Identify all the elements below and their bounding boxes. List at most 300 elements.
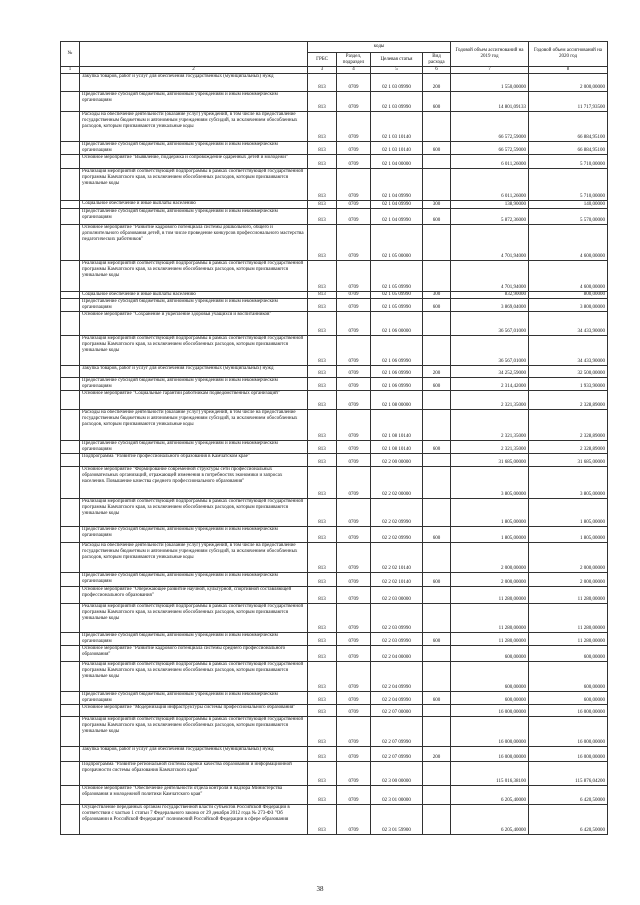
- row-number-cell: [61, 705, 80, 717]
- table-row: [61, 747, 608, 762]
- amount-2019-cell: 34 252,59000: [451, 366, 529, 378]
- target-article-cell: 02 1 04 00000: [371, 155, 423, 169]
- row-number-cell: [61, 527, 80, 543]
- expense-type-cell: [423, 169, 451, 201]
- amount-2020-cell: 2 328,89000: [529, 410, 608, 441]
- expense-type-cell: [423, 454, 451, 467]
- target-article-cell: 02 1 08 10140: [371, 441, 423, 454]
- table-row: [61, 543, 608, 573]
- amount-2020-cell: 140,00000: [529, 201, 608, 209]
- amount-2019-cell: 600,00000: [451, 646, 529, 662]
- amount-2019-cell: 36 567,01000: [451, 336, 529, 366]
- row-number-cell: [61, 169, 80, 201]
- column-number: 4: [337, 67, 371, 74]
- amount-2019-cell: 2 321,35000: [451, 391, 529, 410]
- description-cell: Реализация мероприятий соответствующей подпрограммы в рамках соответствующей государственной программы Камчатского края, за исключением обособленных расходов, которым присваиваются уникальные коды: [80, 662, 308, 692]
- grbs-cell: 813: [308, 454, 337, 467]
- row-number-cell: [61, 786, 80, 805]
- table-row: [61, 169, 608, 201]
- grbs-cell: 813: [308, 92, 337, 112]
- grbs-cell: 813: [308, 74, 337, 92]
- razdel-cell: 0709: [337, 142, 371, 155]
- expense-type-cell: [423, 705, 451, 717]
- expense-type-cell: [423, 112, 451, 142]
- amount-2020-cell: 32 500,00000: [529, 366, 608, 378]
- amount-2020-cell: 2 000,00000: [529, 543, 608, 573]
- row-number-cell: [61, 762, 80, 786]
- target-article-cell: 02 1 05 09990: [371, 292, 423, 299]
- description-cell: Предоставление субсидий бюджетным, автономным учреждениям и иным некоммерческим организациям: [80, 142, 308, 155]
- razdel-cell: 0709: [337, 527, 371, 543]
- table-row: [61, 378, 608, 391]
- amount-2020-cell: 11 280,00000: [529, 604, 608, 633]
- grbs-cell: 813: [308, 467, 337, 499]
- amount-2020-cell: 2 328,89000: [529, 441, 608, 454]
- table-row: [61, 805, 608, 835]
- grbs-cell: 813: [308, 705, 337, 717]
- amount-2019-cell: 2 000,00000: [451, 543, 529, 573]
- amount-2019-cell: 138,90000: [451, 201, 529, 209]
- amount-2020-cell: 4 600,00000: [529, 261, 608, 292]
- column-number: 2: [80, 67, 308, 74]
- grbs-cell: 813: [308, 378, 337, 391]
- grbs-cell: 813: [308, 292, 337, 299]
- amount-2019-cell: 11 280,00000: [451, 587, 529, 604]
- grbs-cell: 813: [308, 410, 337, 441]
- column-number: 8: [529, 67, 608, 74]
- amount-2019-cell: 2 314,42000: [451, 378, 529, 391]
- target-article-cell: 02 1 04 09990: [371, 209, 423, 225]
- grbs-cell: 813: [308, 299, 337, 312]
- grbs-cell: 813: [308, 261, 337, 292]
- row-number-cell: [61, 587, 80, 604]
- expense-type-cell: [423, 312, 451, 336]
- description-cell: Основное мероприятие "Выявление, поддержка и сопровождение одаренных детей и молодежи": [80, 155, 308, 169]
- table-row: [61, 74, 608, 92]
- target-article-cell: 02 2 02 09990: [371, 527, 423, 543]
- target-article-cell: 02 3 00 00000: [371, 762, 423, 786]
- grbs-cell: 813: [308, 366, 337, 378]
- column-number: 3: [308, 67, 337, 74]
- description-cell: Основное мероприятие "Формирование современной структуры сети профессиональных образовательных организаций, отражающей изменения в потребностях экономики и запросах населения. Повышение качества среднего профессионального образования": [80, 467, 308, 499]
- amount-2020-cell: 1 933,90000: [529, 378, 608, 391]
- amount-2020-cell: 66 884,95100: [529, 112, 608, 142]
- target-article-cell: 02 2 07 09990: [371, 747, 423, 762]
- razdel-cell: 0709: [337, 543, 371, 573]
- target-article-cell: 02 1 05 09990: [371, 261, 423, 292]
- description-cell: Закупка товаров, работ и услуг для обеспечения государственных (муниципальных) нужд: [80, 747, 308, 762]
- amount-2020-cell: 16 000,00000: [529, 717, 608, 747]
- description-cell: Предоставление субсидий бюджетным, автономным учреждениям и иным некоммерческим организациям: [80, 378, 308, 391]
- razdel-cell: 0709: [337, 786, 371, 805]
- razdel-cell: 0709: [337, 692, 371, 705]
- header-razdel: Раздел, подраздел: [337, 53, 371, 67]
- amount-2020-cell: 2 000,00000: [529, 573, 608, 587]
- amount-2020-cell: 5 710,00000: [529, 155, 608, 169]
- row-number-cell: [61, 499, 80, 527]
- grbs-cell: 813: [308, 391, 337, 410]
- target-article-cell: 02 1 05 00000: [371, 225, 423, 261]
- target-article-cell: 02 2 07 00000: [371, 705, 423, 717]
- grbs-cell: 813: [308, 786, 337, 805]
- expense-type-cell: [423, 717, 451, 747]
- table-row: [61, 527, 608, 543]
- description-cell: Основное мероприятие "Обеспечение деятельности отдела контроля и надзора Министерства образования и молодежной политики Камчатского края": [80, 786, 308, 805]
- grbs-cell: 813: [308, 142, 337, 155]
- grbs-cell: 813: [308, 169, 337, 201]
- table-row: [61, 92, 608, 112]
- expense-type-cell: [423, 646, 451, 662]
- expense-type-cell: 600: [423, 441, 451, 454]
- table-row: [61, 312, 608, 336]
- table-row: [61, 662, 608, 692]
- amount-2019-cell: 6 205,40000: [451, 786, 529, 805]
- amount-2019-cell: 6 011,26000: [451, 169, 529, 201]
- razdel-cell: 0709: [337, 366, 371, 378]
- amount-2019-cell: 3 805,00000: [451, 467, 529, 499]
- amount-2019-cell: 1 805,00000: [451, 499, 529, 527]
- grbs-cell: 813: [308, 336, 337, 366]
- amount-2020-cell: 600,00000: [529, 692, 608, 705]
- amount-2020-cell: 1 805,00000: [529, 527, 608, 543]
- razdel-cell: 0709: [337, 762, 371, 786]
- amount-2019-cell: 6 205,40000: [451, 805, 529, 835]
- amount-2019-cell: 14 801,09133: [451, 92, 529, 112]
- row-number-cell: [61, 604, 80, 633]
- target-article-cell: 02 1 08 10140: [371, 410, 423, 441]
- amount-2020-cell: 600,00000: [529, 646, 608, 662]
- row-number-cell: [61, 366, 80, 378]
- expense-type-cell: 600: [423, 92, 451, 112]
- description-cell: Реализация мероприятий соответствующей подпрограммы в рамках соответствующей государственной программы Камчатского края, за исключением обособленных расходов, которым присваиваются уникальные коды: [80, 169, 308, 201]
- table-row: [61, 705, 608, 717]
- amount-2019-cell: 600,00000: [451, 662, 529, 692]
- razdel-cell: 0709: [337, 312, 371, 336]
- header-codes: коды: [308, 42, 451, 53]
- amount-2020-cell: 600,00000: [529, 662, 608, 692]
- amount-2019-cell: 6 011,26000: [451, 155, 529, 169]
- description-cell: Реализация мероприятий соответствующей подпрограммы в рамках соответствующей государственной программы Камчатского края, за исключением обособленных расходов, которым присваиваются уникальные коды: [80, 499, 308, 527]
- expense-type-cell: 600: [423, 527, 451, 543]
- amount-2019-cell: 5 872,36000: [451, 209, 529, 225]
- row-number-cell: [61, 441, 80, 454]
- grbs-cell: 813: [308, 717, 337, 747]
- amount-2019-cell: 16 000,00000: [451, 705, 529, 717]
- amount-2019-cell: 1 805,00000: [451, 527, 529, 543]
- grbs-cell: 813: [308, 762, 337, 786]
- expense-type-cell: [423, 604, 451, 633]
- table-row: [61, 454, 608, 467]
- target-article-cell: 02 1 06 00000: [371, 312, 423, 336]
- amount-2020-cell: 16 000,00000: [529, 747, 608, 762]
- amount-2019-cell: 832,90000: [451, 292, 529, 299]
- row-number-cell: [61, 112, 80, 142]
- table-row: [61, 112, 608, 142]
- razdel-cell: 0709: [337, 169, 371, 201]
- expense-type-cell: 300: [423, 201, 451, 209]
- column-number: 6: [423, 67, 451, 74]
- description-cell: Основное мероприятие "Развитие кадрового потенциала системы среднего профессионального образования": [80, 646, 308, 662]
- grbs-cell: 813: [308, 573, 337, 587]
- target-article-cell: 02 2 02 00000: [371, 467, 423, 499]
- razdel-cell: 0709: [337, 336, 371, 366]
- header-volume-2020: Годовой объем ассигнований на 2020 год: [529, 42, 608, 67]
- expense-type-cell: [423, 410, 451, 441]
- expense-type-cell: 600: [423, 692, 451, 705]
- amount-2019-cell: 115 016,38100: [451, 762, 529, 786]
- razdel-cell: 0709: [337, 662, 371, 692]
- target-article-cell: 02 1 04 09990: [371, 169, 423, 201]
- description-cell: Расходы на обеспечение деятельности (оказание услуг) учреждений, в том числе на предоставление государственным бюджетным и автономным учреждениям субсидий, за исключением обособленных расходов, которым присваиваются уникальные коды: [80, 543, 308, 573]
- grbs-cell: 813: [308, 633, 337, 646]
- amount-2020-cell: 11 717,93500: [529, 92, 608, 112]
- description-cell: Предоставление субсидий бюджетным, автономным учреждениям и иным некоммерческим организациям: [80, 573, 308, 587]
- amount-2020-cell: 11 280,00000: [529, 633, 608, 646]
- table-row: [61, 366, 608, 378]
- target-article-cell: 02 2 04 09990: [371, 662, 423, 692]
- description-cell: Подпрограмма "Развитие профессионального образования в Камчатском крае": [80, 454, 308, 467]
- table-row: [61, 573, 608, 587]
- expense-type-cell: 300: [423, 292, 451, 299]
- amount-2020-cell: 5 570,00000: [529, 209, 608, 225]
- description-cell: Основное мероприятие "Модернизация инфраструктуры системы профессионального образования": [80, 705, 308, 717]
- table-row: [61, 633, 608, 646]
- grbs-cell: 813: [308, 646, 337, 662]
- grbs-cell: 813: [308, 662, 337, 692]
- razdel-cell: 0709: [337, 225, 371, 261]
- header-vid: Вид расхода: [423, 53, 451, 67]
- target-article-cell: 02 1 03 10140: [371, 112, 423, 142]
- razdel-cell: 0709: [337, 92, 371, 112]
- row-number-cell: [61, 747, 80, 762]
- amount-2020-cell: 11 280,00000: [529, 587, 608, 604]
- table-row: [61, 155, 608, 169]
- row-number-cell: [61, 142, 80, 155]
- table-row: [61, 209, 608, 225]
- row-number-cell: [61, 225, 80, 261]
- row-number-cell: [61, 261, 80, 292]
- expense-type-cell: [423, 762, 451, 786]
- target-article-cell: 02 1 03 09990: [371, 74, 423, 92]
- description-cell: Основное мероприятие "Социальные гарантии работникам подведомственных организаций": [80, 391, 308, 410]
- table-row: [61, 441, 608, 454]
- amount-2020-cell: 4 600,00000: [529, 225, 608, 261]
- target-article-cell: 02 1 06 09990: [371, 378, 423, 391]
- row-number-cell: [61, 633, 80, 646]
- expense-type-cell: 600: [423, 142, 451, 155]
- target-article-cell: 02 1 05 09990: [371, 299, 423, 312]
- amount-2019-cell: 36 567,01000: [451, 312, 529, 336]
- expense-type-cell: [423, 155, 451, 169]
- table-row: [61, 467, 608, 499]
- amount-2020-cell: 3 805,00000: [529, 467, 608, 499]
- target-article-cell: 02 2 03 00000: [371, 587, 423, 604]
- page-number: 38: [316, 885, 324, 893]
- expense-type-cell: [423, 225, 451, 261]
- expense-type-cell: [423, 467, 451, 499]
- description-cell: Предоставление субсидий бюджетным, автономным учреждениям и иным некоммерческим организациям: [80, 299, 308, 312]
- grbs-cell: 813: [308, 747, 337, 762]
- row-number-cell: [61, 336, 80, 366]
- expense-type-cell: [423, 336, 451, 366]
- description-cell: Реализация мероприятий соответствующей подпрограммы в рамках соответствующей государственной программы Камчатского края, за исключением обособленных расходов, которым присваиваются уникальные коды: [80, 604, 308, 633]
- amount-2019-cell: 16 000,00000: [451, 717, 529, 747]
- amount-2019-cell: 2 321,35000: [451, 441, 529, 454]
- column-number: 5: [371, 67, 423, 74]
- expense-type-cell: [423, 786, 451, 805]
- description-cell: Подпрограмма "Развитие региональной системы оценки качества образования и информационной прозрачности системы образования Камчатского края": [80, 762, 308, 786]
- table-row: [61, 299, 608, 312]
- description-cell: Предоставление субсидий бюджетным, автономным учреждениям и иным некоммерческим организациям: [80, 633, 308, 646]
- expense-type-cell: [423, 805, 451, 835]
- amount-2019-cell: 4 701,94000: [451, 261, 529, 292]
- amount-2019-cell: 11 280,00000: [451, 604, 529, 633]
- target-article-cell: 02 1 03 10140: [371, 142, 423, 155]
- column-number: 7: [451, 67, 529, 74]
- razdel-cell: 0709: [337, 261, 371, 292]
- amount-2020-cell: 31 685,00000: [529, 454, 608, 467]
- description-cell: Расходы на обеспечение деятельности (оказание услуг) учреждений, в том числе на предоставление государственным бюджетным и автономным учреждениям субсидий, за исключением обособленных расходов, которым присваиваются уникальные коды: [80, 410, 308, 441]
- row-number-cell: [61, 74, 80, 92]
- row-number-cell: [61, 543, 80, 573]
- column-numbers-row: [61, 67, 608, 74]
- amount-2019-cell: 1 550,00000: [451, 74, 529, 92]
- table-row: [61, 225, 608, 261]
- amount-2020-cell: 66 884,95100: [529, 142, 608, 155]
- amount-2020-cell: 6 420,50000: [529, 786, 608, 805]
- description-cell: Социальное обеспечение и иные выплаты населению: [80, 201, 308, 209]
- row-number-cell: [61, 155, 80, 169]
- description-cell: Предоставление субсидий бюджетным, автономным учреждениям и иным некоммерческим организациям: [80, 692, 308, 705]
- table-row: [61, 410, 608, 441]
- expense-type-cell: 600: [423, 633, 451, 646]
- expense-type-cell: 600: [423, 299, 451, 312]
- description-cell: Реализация мероприятий соответствующей подпрограммы в рамках соответствующей государственной программы Камчатского края, за исключением обособленных расходов, которым присваиваются уникальные коды: [80, 336, 308, 366]
- row-number-cell: [61, 292, 80, 299]
- amount-2020-cell: 2 000,00000: [529, 74, 608, 92]
- amount-2020-cell: 34 433,90000: [529, 312, 608, 336]
- target-article-cell: 02 2 02 09990: [371, 499, 423, 527]
- razdel-cell: 0709: [337, 587, 371, 604]
- target-article-cell: 02 2 07 09990: [371, 717, 423, 747]
- grbs-cell: 813: [308, 527, 337, 543]
- grbs-cell: 813: [308, 201, 337, 209]
- amount-2019-cell: 66 572,59000: [451, 112, 529, 142]
- razdel-cell: 0709: [337, 74, 371, 92]
- grbs-cell: 813: [308, 499, 337, 527]
- description-cell: Основное мероприятие "Развитие кадрового потенциала системы дошкольного, общего и дополнительного образования детей, в том числе проведение конкурсов профессионального мастерства педагогических работников": [80, 225, 308, 261]
- table-row: [61, 292, 608, 299]
- table-row: [61, 604, 608, 633]
- target-article-cell: 02 1 03 09990: [371, 92, 423, 112]
- table-row: [61, 142, 608, 155]
- razdel-cell: 0709: [337, 747, 371, 762]
- razdel-cell: 0709: [337, 646, 371, 662]
- razdel-cell: 0709: [337, 299, 371, 312]
- description-cell: Закупка товаров, работ и услуг для обеспечения государственных (муниципальных) нужд: [80, 74, 308, 92]
- table-row: [61, 587, 608, 604]
- amount-2020-cell: 34 433,90000: [529, 336, 608, 366]
- header-grbs: ГРБС: [308, 53, 337, 67]
- description-cell: Предоставление субсидий бюджетным, автономным учреждениям и иным некоммерческим организациям: [80, 527, 308, 543]
- razdel-cell: 0709: [337, 717, 371, 747]
- grbs-cell: 813: [308, 543, 337, 573]
- expense-type-cell: 600: [423, 378, 451, 391]
- target-article-cell: 02 2 02 10140: [371, 543, 423, 573]
- razdel-cell: 0709: [337, 155, 371, 169]
- expense-type-cell: 200: [423, 74, 451, 92]
- amount-2020-cell: 3 800,00000: [529, 299, 608, 312]
- description-cell: Расходы на обеспечение деятельности (оказание услуг) учреждений, в том числе на предоставление государственным бюджетным и автономным учреждениям субсидий, за исключением обособленных расходов, которым присваиваются уникальные коды: [80, 112, 308, 142]
- row-number-cell: [61, 717, 80, 747]
- row-number-cell: [61, 378, 80, 391]
- amount-2019-cell: 2 321,35000: [451, 410, 529, 441]
- header-number: №: [61, 42, 80, 67]
- razdel-cell: 0709: [337, 467, 371, 499]
- budget-table: [60, 41, 608, 835]
- table-row: [61, 336, 608, 366]
- header-name: [80, 42, 308, 67]
- table-row: [61, 201, 608, 209]
- row-number-cell: [61, 92, 80, 112]
- amount-2020-cell: 115 876,04200: [529, 762, 608, 786]
- razdel-cell: 0709: [337, 292, 371, 299]
- expense-type-cell: [423, 543, 451, 573]
- expense-type-cell: [423, 391, 451, 410]
- grbs-cell: 813: [308, 692, 337, 705]
- expense-type-cell: [423, 261, 451, 292]
- amount-2020-cell: 1 805,00000: [529, 499, 608, 527]
- grbs-cell: 813: [308, 805, 337, 835]
- expense-type-cell: 200: [423, 747, 451, 762]
- amount-2019-cell: 3 869,04000: [451, 299, 529, 312]
- row-number-cell: [61, 299, 80, 312]
- target-article-cell: 02 2 03 09990: [371, 633, 423, 646]
- grbs-cell: 813: [308, 155, 337, 169]
- row-number-cell: [61, 692, 80, 705]
- target-article-cell: 02 3 01 00000: [371, 786, 423, 805]
- razdel-cell: 0709: [337, 454, 371, 467]
- target-article-cell: 02 2 03 09990: [371, 604, 423, 633]
- razdel-cell: 0709: [337, 209, 371, 225]
- description-cell: Реализация мероприятий соответствующей подпрограммы в рамках соответствующей государственной программы Камчатского края, за исключением обособленных расходов, которым присваиваются уникальные коды: [80, 717, 308, 747]
- target-article-cell: 02 1 06 09990: [371, 336, 423, 366]
- header-volume-2019: Годовой объем ассигнований на 2019 год: [451, 42, 529, 67]
- grbs-cell: 813: [308, 209, 337, 225]
- row-number-cell: [61, 201, 80, 209]
- target-article-cell: 02 2 04 00000: [371, 646, 423, 662]
- row-number-cell: [61, 391, 80, 410]
- description-cell: Реализация мероприятий соответствующей подпрограммы в рамках соответствующей государственной программы Камчатского края, за исключением обособленных расходов, которым присваиваются уникальные коды: [80, 261, 308, 292]
- row-number-cell: [61, 646, 80, 662]
- razdel-cell: 0709: [337, 391, 371, 410]
- amount-2019-cell: 16 000,00000: [451, 747, 529, 762]
- description-cell: Социальное обеспечение и иные выплаты населению: [80, 292, 308, 299]
- razdel-cell: 0709: [337, 201, 371, 209]
- amount-2019-cell: 4 701,94000: [451, 225, 529, 261]
- expense-type-cell: [423, 499, 451, 527]
- table-row: [61, 646, 608, 662]
- grbs-cell: 813: [308, 312, 337, 336]
- row-number-cell: [61, 410, 80, 441]
- target-article-cell: 02 2 02 10140: [371, 573, 423, 587]
- amount-2019-cell: 2 000,00000: [451, 573, 529, 587]
- row-number-cell: [61, 573, 80, 587]
- amount-2020-cell: 2 328,89000: [529, 391, 608, 410]
- description-cell: Предоставление субсидий бюджетным, автономным учреждениям и иным некоммерческим организациям: [80, 209, 308, 225]
- target-article-cell: 02 1 08 00000: [371, 391, 423, 410]
- description-cell: Основное мероприятие "Опережающее развитие научной, культурной, спортивной составляющей профессионального образования": [80, 587, 308, 604]
